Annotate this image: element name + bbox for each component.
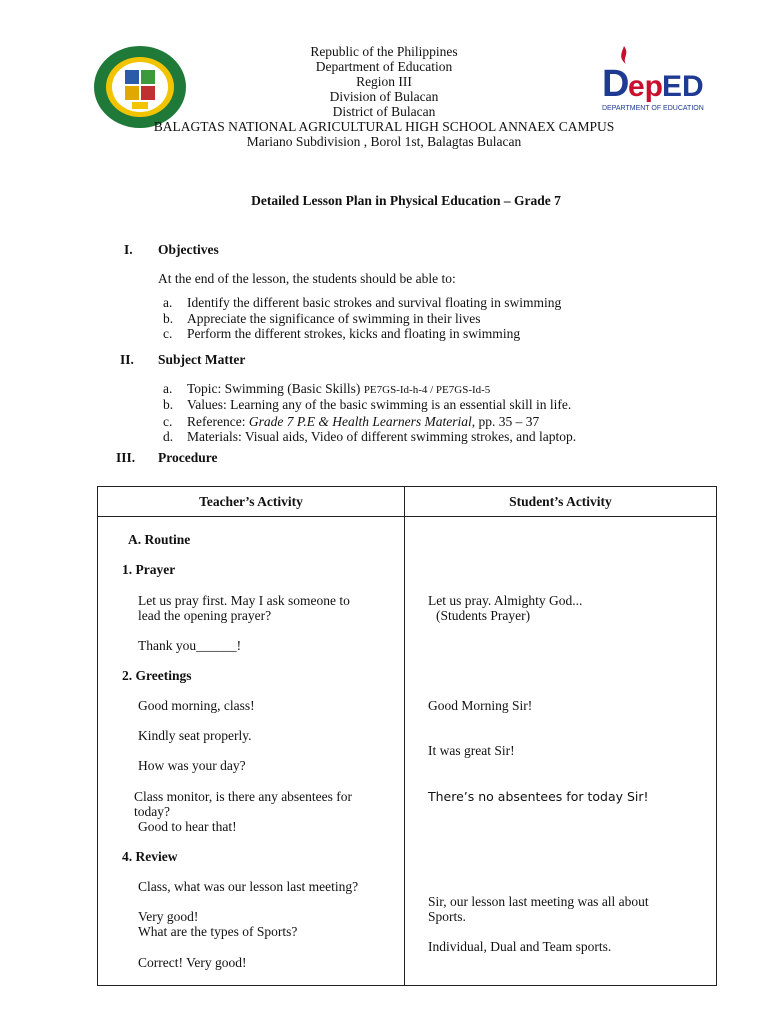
svg-text:ED: ED	[662, 70, 704, 103]
subject-materials: Materials: Visual aids, Video of different swimming strokes, and laptop.	[187, 429, 577, 444]
teacher-lesson-question: Class, what was our lesson last meeting?	[138, 879, 359, 894]
objective-marker: c.	[163, 326, 173, 341]
objective-item: Perform the different strokes, kicks and floating in swimming	[187, 326, 521, 341]
objective-marker: b.	[163, 311, 174, 326]
subject-marker: b.	[163, 397, 174, 412]
teacher-correct: Correct! Very good!	[138, 955, 247, 970]
page-title: Detailed Lesson Plan in Physical Education – Grade 7	[251, 193, 561, 208]
teacher-prayer-line2: lead the opening prayer?	[138, 608, 272, 623]
student-column-header: Student’s Activity	[405, 487, 717, 517]
teacher-column-header: Teacher’s Activity	[98, 487, 405, 517]
svg-text:D: D	[602, 63, 630, 105]
student-lesson-line2: Sports.	[428, 909, 466, 924]
topic-code: PE7GS-Id-h-4 / PE7GS-Id-5	[363, 384, 491, 396]
objectives-heading: Objectives	[158, 242, 219, 257]
student-good-morning: Good Morning Sir!	[428, 698, 533, 713]
svg-text:ep: ep	[628, 70, 664, 103]
objective-item: Appreciate the significance of swimming in their lives	[187, 311, 481, 326]
header-school: BALAGTAS NATIONAL AGRICULTURAL HIGH SCHOOL ANNAEX CAMPUS	[153, 119, 615, 134]
teacher-very-good: Very good!	[138, 909, 199, 924]
teacher-monitor-line1: Class monitor, is there any absentees for	[134, 789, 353, 804]
teacher-how-day: How was your day?	[138, 758, 246, 773]
subject-numeral: II.	[120, 352, 134, 367]
objective-item: Identify the different basic strokes and survival floating in swimming	[187, 295, 562, 310]
student-great: It was great Sir!	[428, 743, 515, 758]
teacher-monitor-line2: today?	[134, 804, 170, 819]
student-prayer-line1: Let us pray. Almighty God...	[428, 593, 583, 608]
objectives-intro: At the end of the lesson, the students should be able to:	[158, 271, 456, 286]
procedure-numeral: III.	[116, 450, 136, 465]
subject-marker: a.	[163, 381, 173, 396]
teacher-good-morning: Good morning, class!	[138, 698, 255, 713]
teacher-types-question: What are the types of Sports?	[138, 924, 298, 939]
topic-label: Topic: Swimming (Basic Skills)	[187, 381, 364, 396]
student-lesson-line1: Sir, our lesson last meeting was all about	[428, 894, 649, 909]
reference-pages: , pp. 35 – 37	[471, 414, 540, 429]
teacher-good-hear: Good to hear that!	[138, 819, 237, 834]
student-no-absentees: There’s no absentees for today Sir!	[428, 789, 649, 804]
header-republic: Republic of the Philippines	[310, 44, 458, 59]
subject-marker: d.	[163, 429, 174, 444]
objectives-numeral: I.	[124, 242, 133, 257]
student-activity-cell	[405, 517, 717, 986]
subject-reference	[187, 414, 539, 430]
header-region: Region III	[356, 74, 412, 89]
objective-marker: a.	[163, 295, 173, 310]
deped-caption: DEPARTMENT OF EDUCATION	[602, 105, 704, 112]
subject-topic	[187, 381, 490, 399]
header-division: Division of Bulacan	[329, 89, 439, 104]
procedure-heading: Procedure	[158, 450, 218, 465]
teacher-thanks: Thank you______!	[138, 638, 242, 653]
reference-title: Grade 7 P.E & Health Learners Material	[248, 414, 472, 429]
greetings-heading: 2. Greetings	[122, 668, 192, 683]
subject-marker: c.	[163, 414, 173, 429]
review-heading: 4. Review	[122, 849, 178, 864]
subject-heading: Subject Matter	[158, 352, 246, 367]
teacher-activity-cell	[98, 517, 405, 986]
procedure-table	[97, 486, 717, 986]
header-department: Department of Education	[315, 59, 453, 74]
student-prayer-line2: (Students Prayer)	[436, 608, 531, 623]
teacher-seat: Kindly seat properly.	[138, 728, 252, 743]
student-sport-types: Individual, Dual and Team sports.	[428, 939, 612, 954]
header-district: District of Bulacan	[332, 104, 436, 119]
subject-values: Values: Learning any of the basic swimming is an essential skill in life.	[187, 397, 572, 412]
routine-heading: A. Routine	[128, 532, 191, 547]
prayer-heading: 1. Prayer	[122, 562, 176, 577]
teacher-prayer-line1: Let us pray first. May I ask someone to	[138, 593, 350, 608]
reference-label: Reference:	[187, 414, 249, 429]
header-address: Mariano Subdivision , Borol 1st, Balagtas Bulacan	[246, 134, 522, 149]
